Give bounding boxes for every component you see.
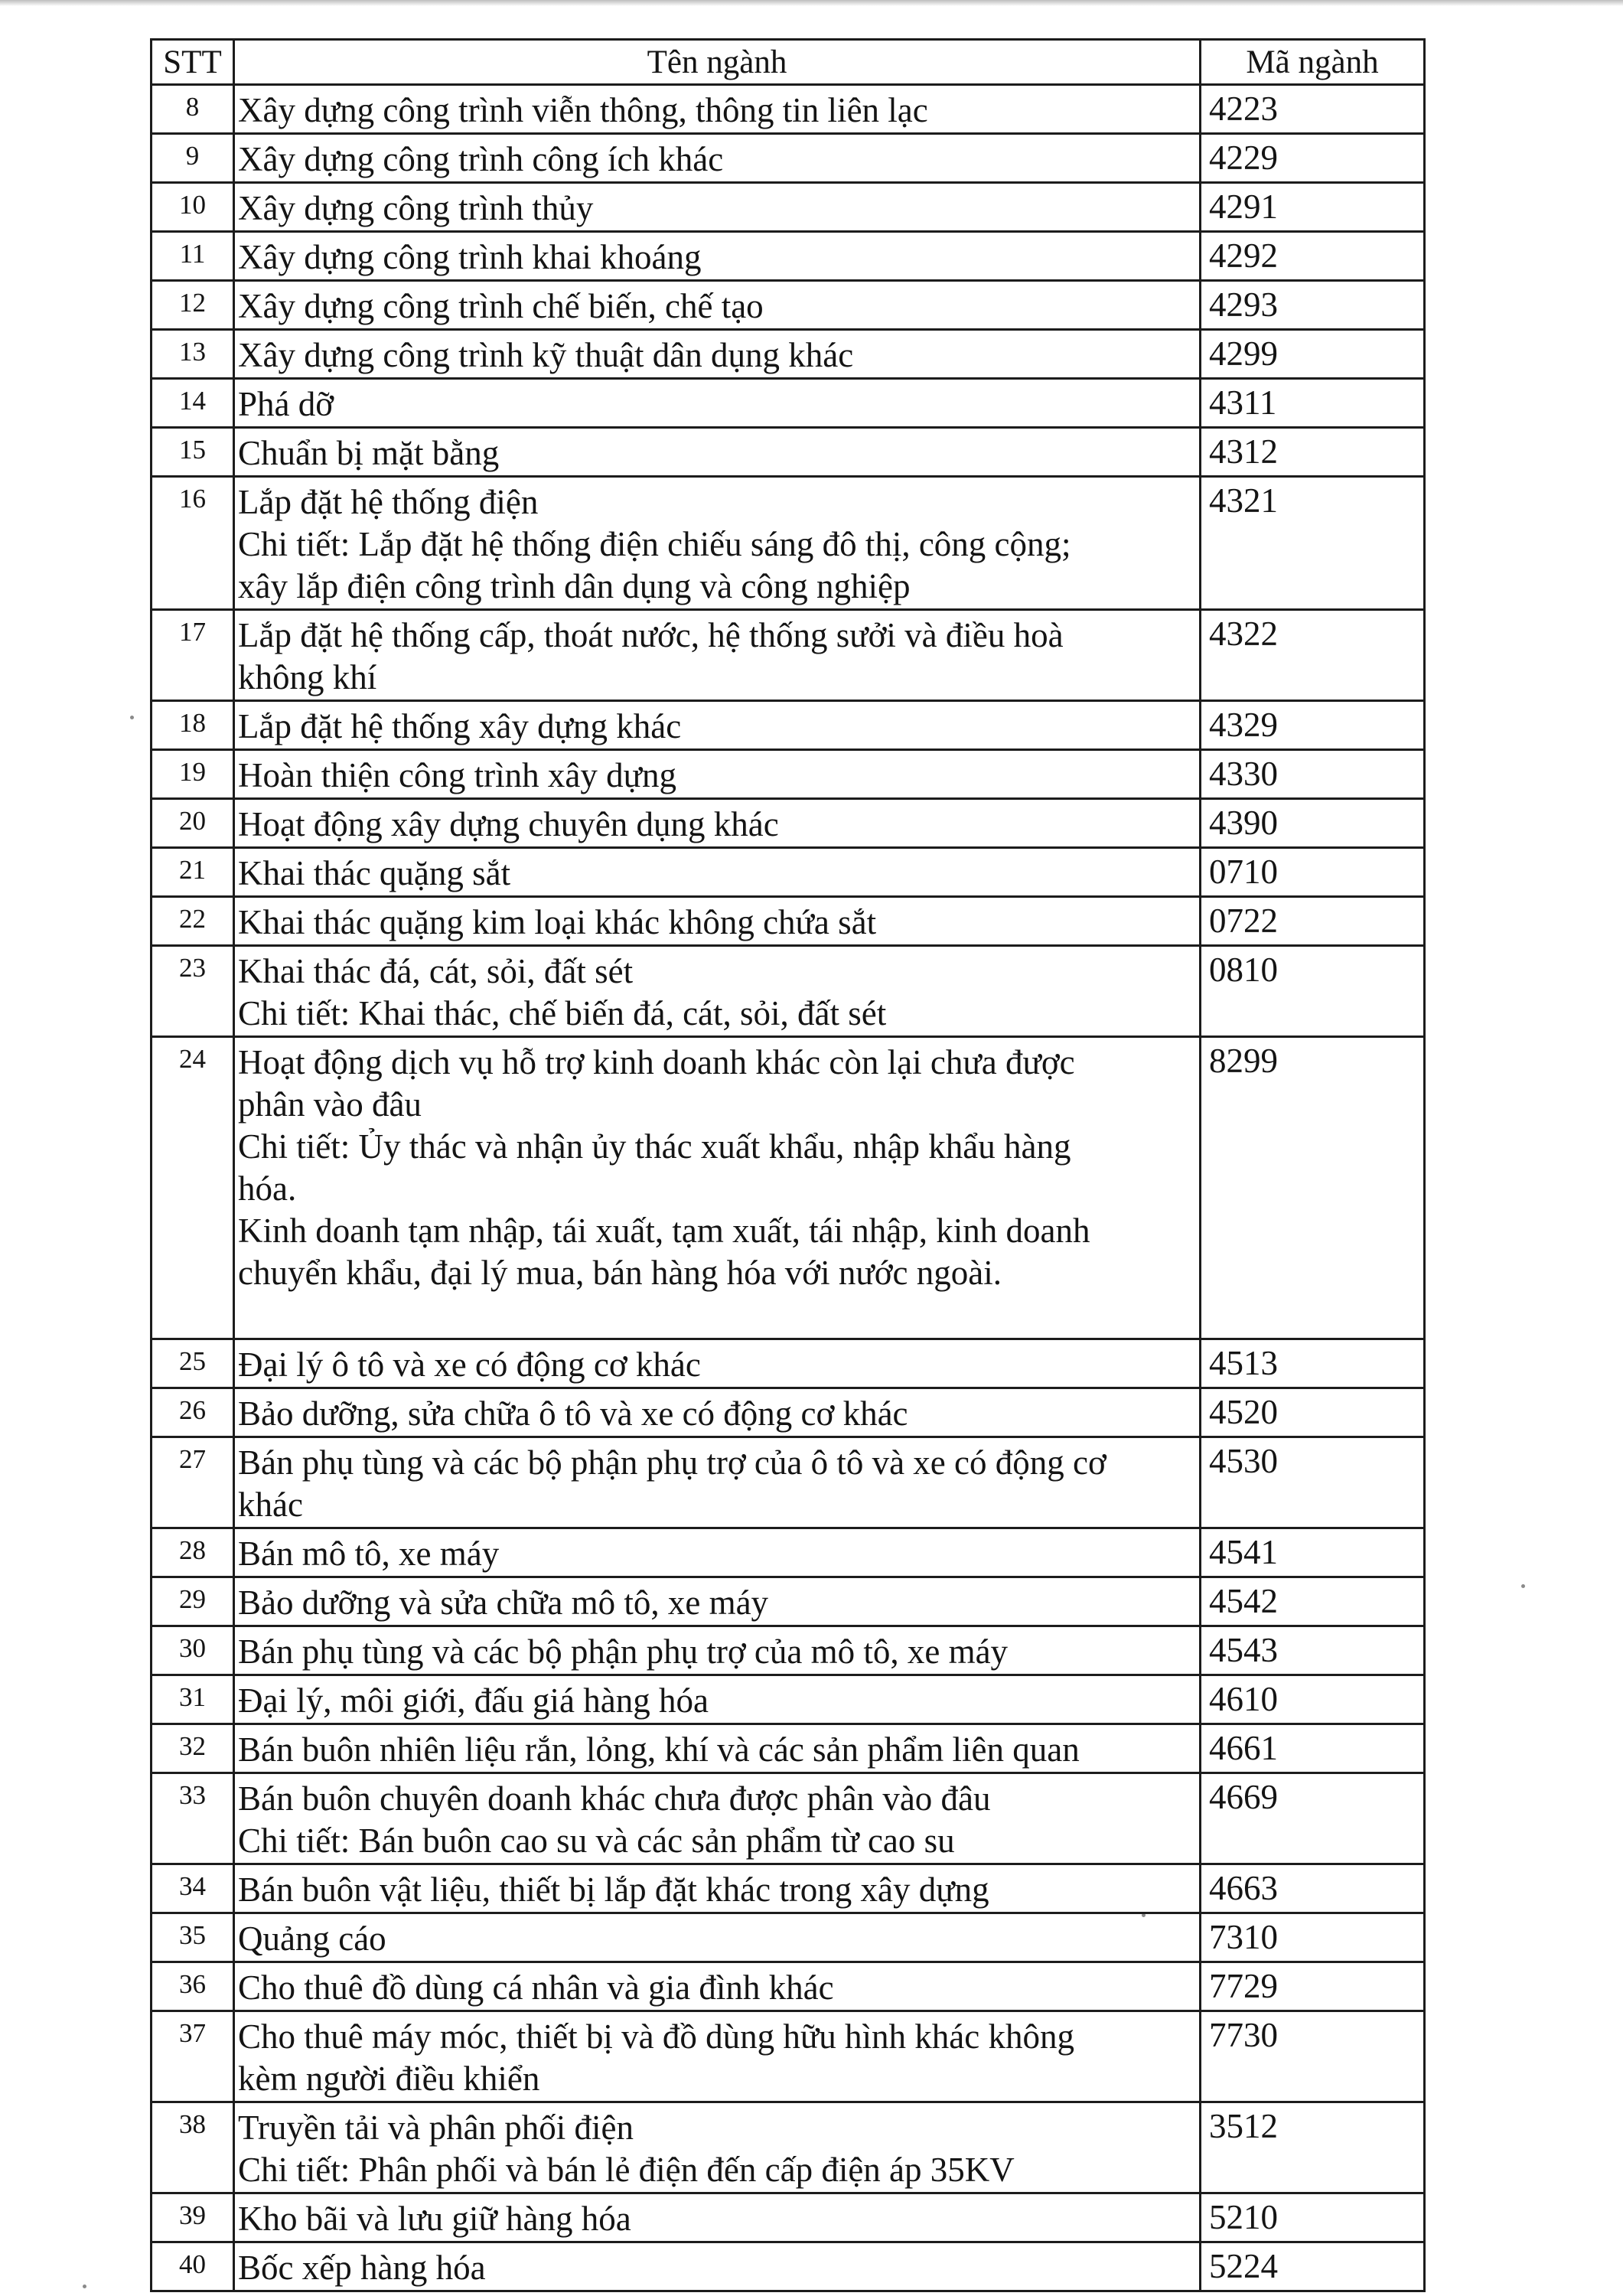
row-name-line: Cho thuê đồ dùng cá nhân và gia đình khác [238,1968,834,2007]
row-stt: 16 [152,477,234,610]
table-row [152,379,1425,428]
row-code: 5210 [1201,2193,1425,2242]
row-code: 4312 [1201,428,1425,477]
row-name [234,2102,1201,2193]
table-row [152,1962,1425,2011]
table-row [152,1388,1425,1437]
row-code: 4541 [1201,1528,1425,1577]
table-row [152,799,1425,848]
row-name-line: Chi tiết: Ủy thác và nhận ủy thác xuất khẩu, nhập khẩu hàng [238,1127,1071,1166]
row-code: 7729 [1201,1962,1425,2011]
row-code: 5224 [1201,2242,1425,2291]
scan-top-edge [0,0,1623,6]
row-name-line: Chi tiết: Lắp đặt hệ thống điện chiếu sáng đô thị, công cộng; [238,525,1071,563]
row-name-line: Chi tiết: Khai thác, chế biến đá, cát, sỏi, đất sét [238,994,887,1032]
table-row [152,1773,1425,1864]
row-stt: 38 [152,2102,234,2193]
row-code: 4663 [1201,1864,1425,1913]
table-row [152,85,1425,134]
row-name [234,2011,1201,2102]
row-name [234,799,1201,848]
row-name [234,1339,1201,1388]
row-stt: 27 [152,1437,234,1528]
table-row [152,232,1425,281]
scan-speck [1521,1584,1525,1588]
row-code: 8299 [1201,1037,1425,1339]
row-stt: 12 [152,281,234,330]
row-code: 4293 [1201,281,1425,330]
row-name-line: Chi tiết: Bán buôn cao su và các sản phẩm từ cao su [238,1821,955,1860]
table-row [152,2193,1425,2242]
row-name-line: kèm người điều khiển [238,2060,540,2098]
table-row [152,701,1425,750]
row-name-line: chuyển khẩu, đại lý mua, bán hàng hóa với nước ngoài. [238,1254,1002,1292]
row-name-line: xây lắp điện công trình dân dụng và công nghiệp [238,567,911,605]
row-name [234,1773,1201,1864]
table-body [152,85,1425,2291]
row-name-line: Xây dựng công trình khai khoáng [238,238,702,276]
row-name [234,379,1201,428]
table-row [152,2102,1425,2193]
row-name [234,281,1201,330]
row-code: 0710 [1201,848,1425,897]
row-name [234,701,1201,750]
row-stt: 11 [152,232,234,281]
row-stt: 9 [152,134,234,183]
row-stt: 10 [152,183,234,232]
row-stt: 14 [152,379,234,428]
row-name-line: Lắp đặt hệ thống cấp, thoát nước, hệ thống sưởi và điều hoà [238,616,1064,654]
row-name-line: Xây dựng công trình viễn thông, thông tin liên lạc [238,91,928,129]
row-code: 3512 [1201,2102,1425,2193]
row-code: 4513 [1201,1339,1425,1388]
row-code: 4661 [1201,1724,1425,1773]
row-name [234,183,1201,232]
row-name [234,1388,1201,1437]
row-code: 4520 [1201,1388,1425,1437]
row-name [234,1626,1201,1675]
row-stt: 8 [152,85,234,134]
table-row [152,946,1425,1037]
row-name [234,1675,1201,1724]
row-name-line: Bán buôn chuyên doanh khác chưa được phân vào đâu [238,1779,991,1818]
row-stt: 32 [152,1724,234,1773]
row-name-line: Chuẩn bị mặt bằng [238,434,500,472]
row-stt: 31 [152,1675,234,1724]
row-name-line: khác [238,1486,303,1524]
header-stt: STT [152,40,234,85]
row-code: 4530 [1201,1437,1425,1528]
row-name-line: Bán buôn vật liệu, thiết bị lắp đặt khác trong xây dựng [238,1870,989,1909]
table-row [152,1037,1425,1339]
row-code: 0722 [1201,897,1425,946]
table-row [152,1626,1425,1675]
scan-speck [130,716,134,719]
row-stt: 37 [152,2011,234,2102]
row-stt: 24 [152,1037,234,1339]
table-row [152,2011,1425,2102]
row-stt: 36 [152,1962,234,2011]
row-stt: 19 [152,750,234,799]
header-code: Mã ngành [1201,40,1425,85]
row-name-line: Bốc xếp hàng hóa [238,2249,486,2287]
row-name [234,2242,1201,2291]
row-stt: 30 [152,1626,234,1675]
table-row [152,750,1425,799]
row-stt: 17 [152,610,234,701]
row-name [234,946,1201,1037]
row-name [234,85,1201,134]
row-name [234,1528,1201,1577]
row-name-line: Cho thuê máy móc, thiết bị và đồ dùng hữu hình khác không [238,2017,1074,2056]
row-stt: 26 [152,1388,234,1437]
row-code: 7310 [1201,1913,1425,1962]
row-stt: 29 [152,1577,234,1626]
row-code: 4610 [1201,1675,1425,1724]
row-name [234,1577,1201,1626]
row-name [234,232,1201,281]
row-code: 4542 [1201,1577,1425,1626]
row-stt: 33 [152,1773,234,1864]
row-name-line: Quảng cáo [238,1919,386,1958]
table-row [152,183,1425,232]
row-name [234,428,1201,477]
row-stt: 39 [152,2193,234,2242]
row-name-line: Kinh doanh tạm nhập, tái xuất, tạm xuất, tái nhập, kinh doanh [238,1212,1090,1250]
table-row [152,1864,1425,1913]
row-name-line: Phá dỡ [238,385,334,423]
table-row [152,1528,1425,1577]
row-code: 4390 [1201,799,1425,848]
row-code: 4669 [1201,1773,1425,1864]
row-name [234,1913,1201,1962]
row-name [234,1962,1201,2011]
row-stt: 20 [152,799,234,848]
row-name-line: Hoàn thiện công trình xây dựng [238,756,677,794]
table-row [152,1437,1425,1528]
row-code: 7730 [1201,2011,1425,2102]
row-code: 4330 [1201,750,1425,799]
row-name-line: Bán buôn nhiên liệu rắn, lỏng, khí và các sản phẩm liên quan [238,1730,1080,1769]
row-name-line: không khí [238,658,377,696]
row-code: 4321 [1201,477,1425,610]
row-name [234,2193,1201,2242]
row-name-line: Xây dựng công trình thủy [238,189,594,227]
row-name [234,330,1201,379]
table-row [152,1577,1425,1626]
row-name-line: Khai thác đá, cát, sỏi, đất sét [238,952,634,990]
row-name [234,477,1201,610]
scan-speck [83,2285,86,2288]
table-row [152,330,1425,379]
row-name [234,610,1201,701]
row-name [234,897,1201,946]
business-lines-table [150,38,1426,2292]
header-name: Tên ngành [234,40,1201,85]
row-name-line: Bán mô tô, xe máy [238,1534,500,1573]
row-spacer [238,1294,1194,1337]
table-row [152,848,1425,897]
row-name-line: Truyền tải và phân phối điện [238,2108,634,2147]
row-stt: 15 [152,428,234,477]
row-name-line: Bán phụ tùng và các bộ phận phụ trợ của ô tô và xe có động cơ [238,1443,1106,1482]
row-stt: 23 [152,946,234,1037]
table-row [152,1675,1425,1724]
row-name [234,1037,1201,1339]
table-header-row [152,40,1425,85]
row-name [234,848,1201,897]
row-name [234,1437,1201,1528]
row-code: 4311 [1201,379,1425,428]
row-name [234,750,1201,799]
row-code: 4292 [1201,232,1425,281]
row-stt: 34 [152,1864,234,1913]
row-stt: 40 [152,2242,234,2291]
row-code: 4329 [1201,701,1425,750]
row-name-line: Xây dựng công trình công ích khác [238,140,724,178]
table-row [152,1339,1425,1388]
row-code: 4291 [1201,183,1425,232]
row-name-line: Lắp đặt hệ thống điện [238,483,539,521]
row-code: 0810 [1201,946,1425,1037]
row-name-line: Hoạt động xây dựng chuyên dụng khác [238,805,779,843]
row-name-line: Bán phụ tùng và các bộ phận phụ trợ của mô tô, xe máy [238,1632,1009,1671]
row-name [234,1724,1201,1773]
row-stt: 22 [152,897,234,946]
row-stt: 28 [152,1528,234,1577]
row-stt: 21 [152,848,234,897]
row-name-line: Đại lý ô tô và xe có động cơ khác [238,1345,701,1384]
row-code: 4543 [1201,1626,1425,1675]
row-name [234,134,1201,183]
row-name-line: Hoạt động dịch vụ hỗ trợ kinh doanh khác còn lại chưa được [238,1043,1075,1081]
table-row [152,477,1425,610]
row-name-line: Chi tiết: Phân phối và bán lẻ điện đến cấp điện áp 35KV [238,2151,1015,2189]
row-name-line: Bảo dưỡng và sửa chữa mô tô, xe máy [238,1583,769,1622]
row-name [234,1864,1201,1913]
row-name-line: phân vào đâu [238,1085,422,1124]
row-code: 4229 [1201,134,1425,183]
row-stt: 35 [152,1913,234,1962]
table-row [152,2242,1425,2291]
row-name-line: Khai thác quặng sắt [238,854,511,892]
row-stt: 18 [152,701,234,750]
table-row [152,428,1425,477]
row-name-line: Bảo dưỡng, sửa chữa ô tô và xe có động cơ khác [238,1394,908,1433]
row-stt: 25 [152,1339,234,1388]
row-name-line: Đại lý, môi giới, đấu giá hàng hóa [238,1681,709,1720]
row-name-line: Xây dựng công trình chế biến, chế tạo [238,287,764,325]
row-name-line: Kho bãi và lưu giữ hàng hóa [238,2200,631,2238]
table-row [152,897,1425,946]
row-name-line: Khai thác quặng kim loại khác không chứa sắt [238,903,877,941]
table-row [152,1724,1425,1773]
table-row [152,1913,1425,1962]
row-name-line: Xây dựng công trình kỹ thuật dân dụng khác [238,336,854,374]
row-code: 4322 [1201,610,1425,701]
table-row [152,610,1425,701]
row-name-line: hóa. [238,1169,297,1208]
table-row [152,281,1425,330]
table-row [152,134,1425,183]
row-stt: 13 [152,330,234,379]
row-code: 4223 [1201,85,1425,134]
row-code: 4299 [1201,330,1425,379]
row-name-line: Lắp đặt hệ thống xây dựng khác [238,707,682,745]
